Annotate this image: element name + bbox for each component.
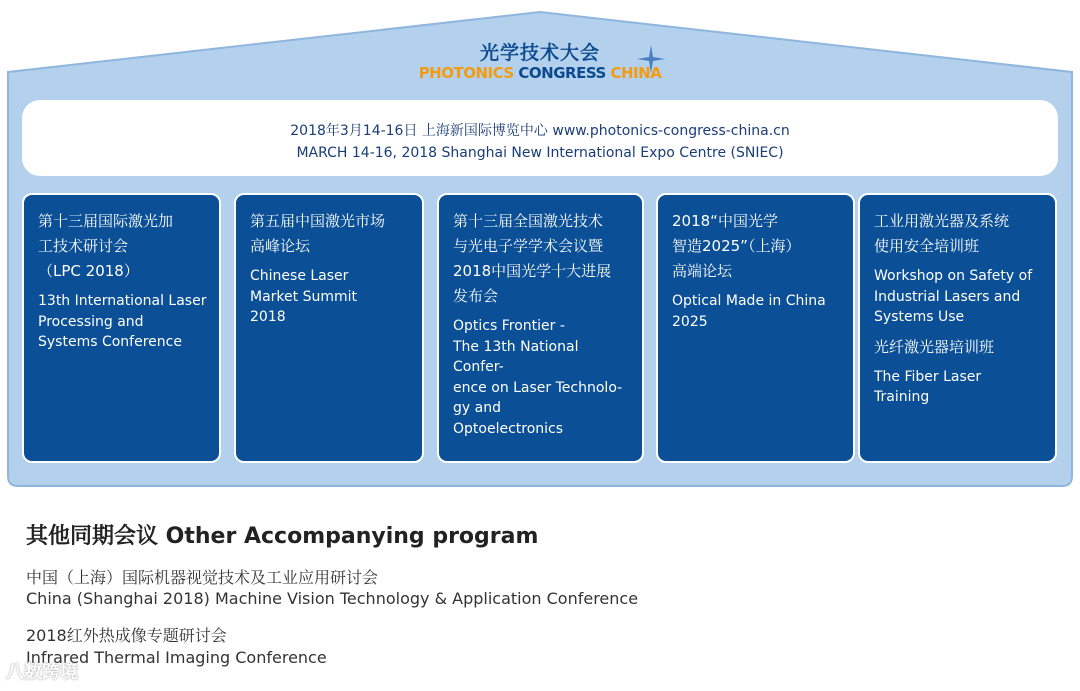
card-subtitle-line: The 13th National Confer- [453, 338, 579, 375]
card-title-line: 高端论坛 [672, 262, 733, 280]
card-subtitle-line: Chinese Laser [250, 268, 349, 284]
watermark: 八数跨境 [6, 662, 78, 683]
program-item: 2018红外热成像专题研讨会 [26, 626, 227, 645]
logo-word-photonics: PHOTONICS [418, 64, 519, 82]
card-title-line: 智造2025”（上海） [672, 237, 801, 255]
card-made-in-china [656, 193, 855, 463]
card-title-line: （LPC 2018） [38, 262, 139, 280]
banner-line-chinese: 2018年3月14-16日 上海新国际博览中心 www.photonics-congress-china.cn [290, 123, 790, 139]
card-subtitle-line: 2018 [250, 309, 286, 325]
card-subtitle-line: Optics Frontier - [453, 318, 565, 334]
card-title-line: 第十三届全国激光技术 [453, 212, 604, 230]
card-subtitle-line: Market Summit [250, 288, 357, 305]
card-title-line: 工技术研讨会 [38, 237, 129, 255]
card-subtitle-line: 2025 [672, 313, 708, 330]
card-title-line: 使用安全培训班 [874, 237, 980, 255]
card-subtitle-line: Optoelectronics [453, 420, 564, 437]
card-laser-safety [858, 193, 1057, 463]
program-item: Infrared Thermal Imaging Conference [26, 648, 327, 667]
card-title-line: 第十三届国际激光加 [38, 212, 174, 230]
sparkle-icon [636, 44, 666, 74]
card-subtitle-line: Training [874, 389, 930, 405]
card-title-line: 发布会 [453, 287, 499, 305]
card-title-line: 工业用激光器及系统 [874, 212, 1010, 230]
card-subtitle-line: 13th International Laser [38, 293, 207, 309]
card-subtitle-line: Workshop on Safety of [874, 268, 1033, 284]
card-title-line: 高峰论坛 [250, 237, 311, 255]
card-lpc [22, 193, 221, 463]
logo-word-china: CHINA [610, 64, 662, 82]
banner-line-english: MARCH 14-16, 2018 Shanghai New International Expo Centre (SNIEC) [296, 145, 784, 161]
card-subtitle-line: Optical Made in China [672, 293, 826, 309]
program-item: 中国（上海）国际机器视觉技术及工业应用研讨会 [26, 568, 379, 587]
card-subtitle-line: ence on Laser Technolo- [453, 379, 623, 396]
card-subtitle-line: Industrial Lasers and [874, 288, 1021, 305]
card-subtitle-line: Processing and [38, 313, 144, 330]
card-optics-frontier [437, 193, 644, 463]
section-title: 其他同期会议 Other Accompanying program [26, 524, 539, 549]
card-title-line: 光纤激光器培训班 [874, 337, 995, 356]
logo-word-congress: CONGRESS [518, 64, 611, 82]
program-item: China (Shanghai 2018) Machine Vision Technology & Application Conference [26, 589, 639, 608]
card-title-line: 第五届中国激光市场 [250, 212, 386, 230]
date-venue-banner [22, 100, 1058, 176]
card-market-summit [234, 193, 424, 463]
card-title-line: 2018“中国光学 [672, 212, 778, 230]
card-subtitle-line: The Fiber Laser [874, 368, 982, 385]
card-title-line: 2018中国光学十大进展 [453, 262, 612, 280]
card-title-line: 与光电子学学术会议暨 [453, 237, 604, 255]
card-subtitle-line: gy and [453, 400, 501, 416]
card-subtitle-line: Systems Use [874, 309, 965, 325]
logo-chinese: 光学技术大会 [479, 42, 600, 64]
card-subtitle-line: Systems Conference [38, 334, 182, 350]
